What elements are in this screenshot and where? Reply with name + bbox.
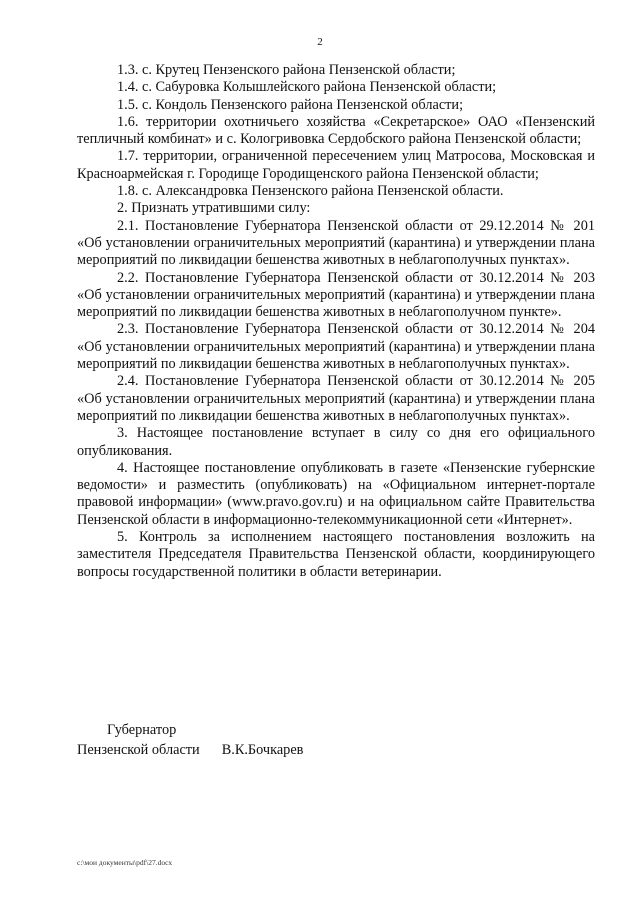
- paragraph-2-4: 2.4. Постановление Губернатора Пензенской области от 30.12.2014 № 205 «Об установлении ограничительных мероприятий (карантина) и утверждении плана мероприятий по ликвидации бешенства животных в неблагополучных пунктах».: [77, 373, 595, 424]
- paragraph-5: 5. Контроль за исполнением настоящего постановления возложить на заместителя Председателя Правительства Пензенской области, координирующего вопросы государственной политики в области ветеринарии.: [77, 529, 595, 580]
- file-path-footer: c:\мои документы\pdf\27.docx: [77, 858, 173, 867]
- paragraph-1-7: 1.7. территории, ограниченной пересечением улиц Матросова, Московская и Красноармейская г. Городище Городищенского района Пензенской области;: [77, 148, 595, 182]
- paragraph-4: 4. Настоящее постановление опубликовать в газете «Пензенские губернские ведомости» и разместить (опубликовать) на «Официальном интернет-портале правовой информации» (www.pravo.gov.ru) и на официальном сайте Правительства Пензенской области в информационно-телекоммуникационной сети «Интернет».: [77, 459, 595, 528]
- paragraph-1-3: 1.3. с. Крутец Пензенского района Пензенской области;: [117, 62, 456, 78]
- signature-title: Губернатор: [107, 722, 177, 738]
- signature-row: [77, 740, 477, 760]
- paragraph-1-8: 1.8. с. Александровка Пензенского района Пензенской области.: [117, 183, 504, 200]
- paragraph-2-3: 2.3. Постановление Губернатора Пензенской области от 30.12.2014 № 204 «Об установлении ограничительных мероприятий (карантина) и утверждении плана мероприятий по ликвидации бешенства животных в неблагополучных пунктах».: [77, 321, 595, 373]
- paragraph-1-5: 1.5. с. Кондоль Пензенского района Пензенской области;: [117, 96, 464, 113]
- signature-block: [77, 720, 477, 760]
- page-number: 2: [317, 36, 323, 48]
- document-body: [77, 62, 595, 581]
- signature-name: В.К.Бочкарев: [221, 742, 304, 758]
- paragraph-1-4: 1.4. с. Сабуровка Колышлейского района Пензенской области;: [117, 79, 497, 96]
- paragraph-2-2: 2.2. Постановление Губернатора Пензенской области от 30.12.2014 № 203 «Об установлении ограничительных мероприятий (карантина) и утверждении плана мероприятий по ликвидации бешенства животных в неблагополучном пункте».: [77, 269, 595, 321]
- signature-region: Пензенской области: [77, 742, 200, 758]
- paragraph-2: 2. Признать утратившими силу:: [117, 200, 311, 217]
- paragraph-1-6: 1.6. территории охотничьего хозяйства «Секретарское» ОАО «Пензенский тепличный комбинат» и с. Кологривовка Сердобского района Пензенской области;: [77, 113, 595, 148]
- paragraph-2-1: 2.1. Постановление Губернатора Пензенской области от 29.12.2014 № 201 «Об установлении ограничительных мероприятий (карантина) и утверждении плана мероприятий по ликвидации бешенства животных в неблагополучных пунктах».: [77, 217, 595, 269]
- paragraph-3: 3. Настоящее постановление вступает в силу со дня его официального опубликования.: [77, 425, 595, 459]
